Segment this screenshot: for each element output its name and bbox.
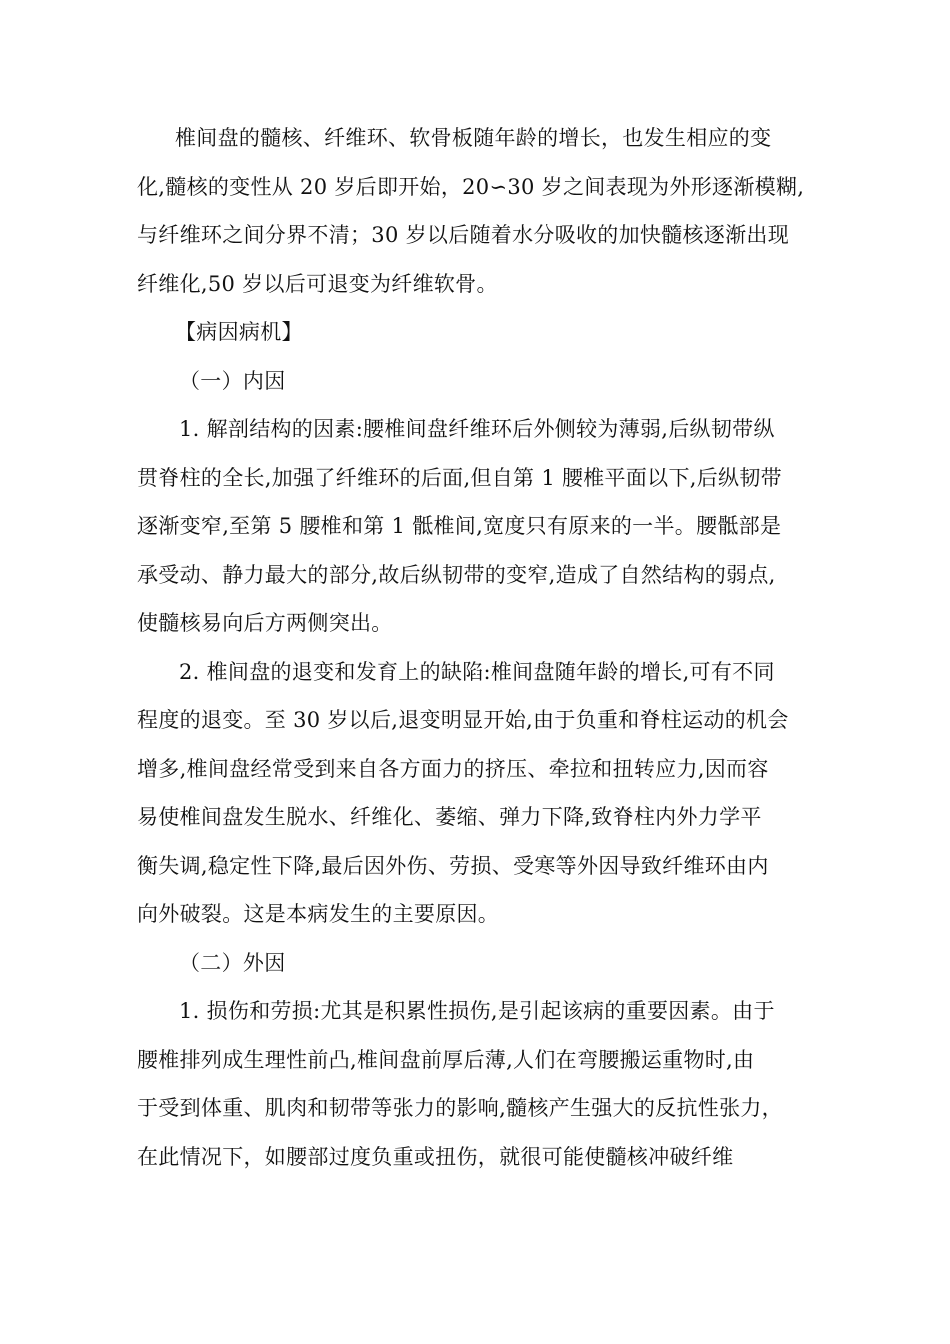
paragraph-line: 衡失调,稳定性下降,最后因外伤、劳损、受寒等外因导致纤维环由内 (137, 853, 769, 878)
paragraph-line: 2. 椎间盘的退变和发育上的缺陷:椎间盘随年龄的增长,可有不同 (179, 659, 775, 684)
paragraph-line: 使髓核易向后方两侧突出。 (137, 611, 393, 635)
paragraph-line: 向外破裂。这是本病发生的主要原因。 (137, 902, 500, 926)
paragraph-line: 贯脊柱的全长,加强了纤维环的后面,但自第 1 腰椎平面以下,后纵韧带 (137, 465, 782, 490)
paragraph-line: 1. 解剖结构的因素:腰椎间盘纤维环后外侧较为薄弱,后纵韧带纵 (179, 417, 775, 441)
paragraph-line: 化,髓核的变性从 20 岁后即开始，20∽30 岁之间表现为外形逐渐模糊, (137, 174, 805, 199)
paragraph-line: 纤维化,50 岁以后可退变为纤维软骨。 (137, 271, 498, 296)
subsection-heading: （二）外因 (179, 950, 286, 975)
document-body (137, 122, 827, 1189)
paragraph-line: 承受动、静力最大的部分,故后纵韧带的变窄,造成了自然结构的弱点, (137, 562, 776, 587)
paragraph-line: 程度的退变。至 30 岁以后,退变明显开始,由于负重和脊柱运动的机会 (137, 708, 789, 732)
paragraph-line: 增多,椎间盘经常受到来自各方面力的挤压、牵拉和扭转应力,因而容 (137, 756, 769, 781)
paragraph-line: 于受到体重、肌肉和韧带等张力的影响,髓核产生强大的反抗性张力， (137, 1096, 783, 1120)
section-heading: 【病因病机】 (175, 320, 303, 344)
paragraph-line: 易使椎间盘发生脱水、纤维化、萎缩、弹力下降,致脊柱内外力学平 (137, 805, 762, 829)
paragraph-line: 1. 损伤和劳损:尤其是积累性损伤,是引起该病的重要因素。由于 (179, 999, 775, 1023)
paragraph-line: 在此情况下，如腰部过度负重或扭伤，就很可能使髓核冲破纤维 (137, 1144, 734, 1169)
subsection-heading: （一）内因 (179, 368, 286, 393)
paragraph-line: 与纤维环之间分界不清；30 岁以后随着水分吸收的加快髓核逐渐出现 (137, 223, 789, 247)
paragraph-line: 椎间盘的髓核、纤维环、软骨板随年龄的增长，也发生相应的变 (175, 126, 772, 150)
paragraph-line: 逐渐变窄,至第 5 腰椎和第 1 骶椎间,宽度只有原来的一半。腰骶部是 (137, 514, 782, 538)
paragraph-line: 腰椎排列成生理性前凸,椎间盘前厚后薄,人们在弯腰搬运重物时,由 (137, 1047, 755, 1072)
